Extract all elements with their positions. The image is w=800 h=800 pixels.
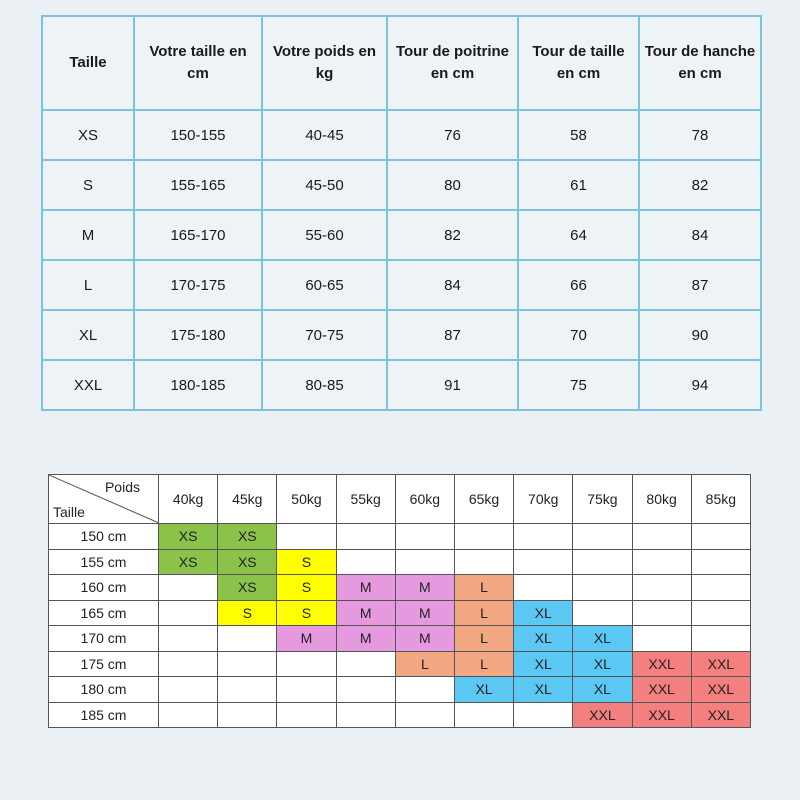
header-votre-poids: Votre poids en kg (262, 16, 387, 110)
size-matrix-cell (218, 677, 277, 703)
size-matrix-row (49, 549, 751, 575)
size-guide-row (42, 360, 761, 410)
size-guide-row (42, 310, 761, 360)
size-matrix-cell: XXL (632, 651, 691, 677)
height-label-cell: 165 cm (49, 600, 159, 626)
size-matrix-cell: XL (573, 677, 632, 703)
size-matrix-cell (632, 524, 691, 550)
size-matrix-cell: L (395, 651, 454, 677)
size-matrix-cell (632, 549, 691, 575)
height-label-cell: 180 cm (49, 677, 159, 703)
size-matrix-cell: XXL (632, 677, 691, 703)
size-guide-row (42, 210, 761, 260)
size-matrix-cell (159, 702, 218, 728)
size-matrix-cell (632, 600, 691, 626)
size-matrix-cell: L (454, 651, 513, 677)
size-guide-row (42, 110, 761, 160)
size-guide-cell: 155-165 (134, 160, 262, 210)
size-guide-cell: 80 (387, 160, 518, 210)
size-guide-cell: 91 (387, 360, 518, 410)
size-matrix-cell (514, 524, 573, 550)
weight-header-cell: 45kg (218, 475, 277, 524)
size-guide-cell: 150-155 (134, 110, 262, 160)
size-matrix-cell: XL (514, 600, 573, 626)
size-matrix-cell: XXL (691, 651, 750, 677)
size-guide-row (42, 260, 761, 310)
size-matrix-cell (514, 549, 573, 575)
size-matrix-cell (336, 651, 395, 677)
size-matrix-cell (691, 626, 750, 652)
size-matrix-cell (218, 702, 277, 728)
size-guide-cell: 70-75 (262, 310, 387, 360)
size-matrix-cell: L (454, 626, 513, 652)
size-matrix-cell (336, 549, 395, 575)
size-matrix-cell: XS (218, 549, 277, 575)
corner-cell (49, 475, 159, 524)
size-matrix-cell (159, 575, 218, 601)
header-taille: Taille (42, 16, 134, 110)
size-matrix-cell (277, 651, 336, 677)
size-matrix-cell: XL (573, 651, 632, 677)
size-matrix-cell: XS (159, 549, 218, 575)
size-guide-cell: 55-60 (262, 210, 387, 260)
weight-header-cell: 70kg (514, 475, 573, 524)
size-matrix-cell: XXL (632, 702, 691, 728)
size-guide-cell: XXL (42, 360, 134, 410)
size-guide-cell: L (42, 260, 134, 310)
size-matrix-cell: S (218, 600, 277, 626)
size-matrix-row (49, 651, 751, 677)
height-label-cell: 160 cm (49, 575, 159, 601)
size-matrix-cell: L (454, 600, 513, 626)
weight-header-cell: 60kg (395, 475, 454, 524)
size-matrix-cell (218, 626, 277, 652)
size-guide-cell: 60-65 (262, 260, 387, 310)
size-guide-cell: 180-185 (134, 360, 262, 410)
size-matrix-cell (454, 549, 513, 575)
size-matrix-header-row (49, 475, 751, 524)
size-matrix-cell: S (277, 575, 336, 601)
size-matrix-cell: XL (514, 677, 573, 703)
size-matrix-cell (277, 702, 336, 728)
size-matrix-row (49, 702, 751, 728)
size-matrix-cell: XL (514, 626, 573, 652)
size-matrix-cell (454, 524, 513, 550)
size-guide-cell: 78 (639, 110, 761, 160)
size-matrix-cell (573, 600, 632, 626)
size-matrix-cell (395, 549, 454, 575)
weight-header-cell: 80kg (632, 475, 691, 524)
height-label-cell: 170 cm (49, 626, 159, 652)
size-guide-cell: 58 (518, 110, 639, 160)
size-matrix-row (49, 600, 751, 626)
size-matrix-cell (336, 702, 395, 728)
size-guide-cell: 66 (518, 260, 639, 310)
size-matrix-cell: S (277, 549, 336, 575)
header-votre-taille: Votre taille en cm (134, 16, 262, 110)
size-matrix-cell: M (277, 626, 336, 652)
size-guide-cell: 70 (518, 310, 639, 360)
size-matrix-cell: M (395, 575, 454, 601)
size-matrix-cell (632, 575, 691, 601)
weight-header-cell: 50kg (277, 475, 336, 524)
size-matrix-cell (395, 524, 454, 550)
size-guide-cell: 165-170 (134, 210, 262, 260)
size-matrix-table (48, 474, 751, 728)
size-matrix-cell (159, 651, 218, 677)
size-matrix-cell: XS (218, 575, 277, 601)
size-matrix-cell: M (336, 575, 395, 601)
size-guide-table (41, 15, 762, 411)
size-guide-cell: 45-50 (262, 160, 387, 210)
size-guide-cell: 80-85 (262, 360, 387, 410)
size-matrix-row (49, 677, 751, 703)
size-matrix-cell: XS (218, 524, 277, 550)
size-guide-cell: XL (42, 310, 134, 360)
size-guide-cell: 94 (639, 360, 761, 410)
size-matrix-cell (159, 677, 218, 703)
size-matrix-cell: M (395, 600, 454, 626)
size-matrix-cell (691, 549, 750, 575)
size-matrix-cell (691, 575, 750, 601)
size-guide-cell: 87 (387, 310, 518, 360)
size-matrix-cell: XXL (691, 677, 750, 703)
corner-poids-label: Poids (104, 479, 140, 495)
size-guide-cell: XS (42, 110, 134, 160)
size-matrix-cell (573, 524, 632, 550)
size-guide-cell: 61 (518, 160, 639, 210)
size-matrix-cell: M (336, 626, 395, 652)
size-guide-cell: 170-175 (134, 260, 262, 310)
size-matrix-cell (336, 524, 395, 550)
size-guide-cell: 175-180 (134, 310, 262, 360)
size-matrix-cell (159, 626, 218, 652)
size-matrix-cell (277, 524, 336, 550)
size-matrix-cell (573, 575, 632, 601)
size-matrix-cell: XL (573, 626, 632, 652)
weight-header-cell: 75kg (573, 475, 632, 524)
size-matrix-cell: XS (159, 524, 218, 550)
size-guide-cell: 82 (639, 160, 761, 210)
height-label-cell: 175 cm (49, 651, 159, 677)
size-guide-header-row (42, 16, 761, 110)
weight-header-cell: 40kg (159, 475, 218, 524)
size-matrix-row (49, 524, 751, 550)
size-guide-cell: 75 (518, 360, 639, 410)
size-matrix-cell: M (395, 626, 454, 652)
size-matrix-cell (514, 575, 573, 601)
header-tour-hanche: Tour de hanche en cm (639, 16, 761, 110)
size-guide-cell: 84 (387, 260, 518, 310)
size-guide-cell: 87 (639, 260, 761, 310)
size-guide-cell: 90 (639, 310, 761, 360)
size-guide-cell: 84 (639, 210, 761, 260)
size-matrix-cell (691, 524, 750, 550)
size-guide-cell: 40-45 (262, 110, 387, 160)
size-matrix-cell (277, 677, 336, 703)
size-guide-cell: S (42, 160, 134, 210)
size-matrix-cell (336, 677, 395, 703)
corner-taille-label: Taille (53, 504, 85, 520)
size-matrix-row (49, 626, 751, 652)
size-guide-cell: M (42, 210, 134, 260)
size-matrix-cell (514, 702, 573, 728)
height-label-cell: 155 cm (49, 549, 159, 575)
size-matrix-cell: L (454, 575, 513, 601)
weight-header-cell: 85kg (691, 475, 750, 524)
size-guide-row (42, 160, 761, 210)
size-matrix-cell (454, 702, 513, 728)
size-matrix-cell (159, 600, 218, 626)
weight-header-cell: 65kg (454, 475, 513, 524)
weight-header-cell: 55kg (336, 475, 395, 524)
size-matrix-cell (691, 600, 750, 626)
size-matrix-row (49, 575, 751, 601)
size-matrix-cell: XXL (691, 702, 750, 728)
header-tour-taille: Tour de taille en cm (518, 16, 639, 110)
size-matrix-cell: XXL (573, 702, 632, 728)
size-matrix-cell (573, 549, 632, 575)
size-matrix-cell (395, 702, 454, 728)
height-label-cell: 185 cm (49, 702, 159, 728)
size-matrix-cell: XL (514, 651, 573, 677)
size-guide-cell: 64 (518, 210, 639, 260)
size-guide-cell: 76 (387, 110, 518, 160)
size-matrix-cell (395, 677, 454, 703)
size-matrix-cell (218, 651, 277, 677)
size-matrix-cell: XL (454, 677, 513, 703)
height-label-cell: 150 cm (49, 524, 159, 550)
size-matrix-cell: S (277, 600, 336, 626)
size-matrix-cell: M (336, 600, 395, 626)
size-matrix-cell (632, 626, 691, 652)
size-guide-cell: 82 (387, 210, 518, 260)
header-tour-poitrine: Tour de poitrine en cm (387, 16, 518, 110)
